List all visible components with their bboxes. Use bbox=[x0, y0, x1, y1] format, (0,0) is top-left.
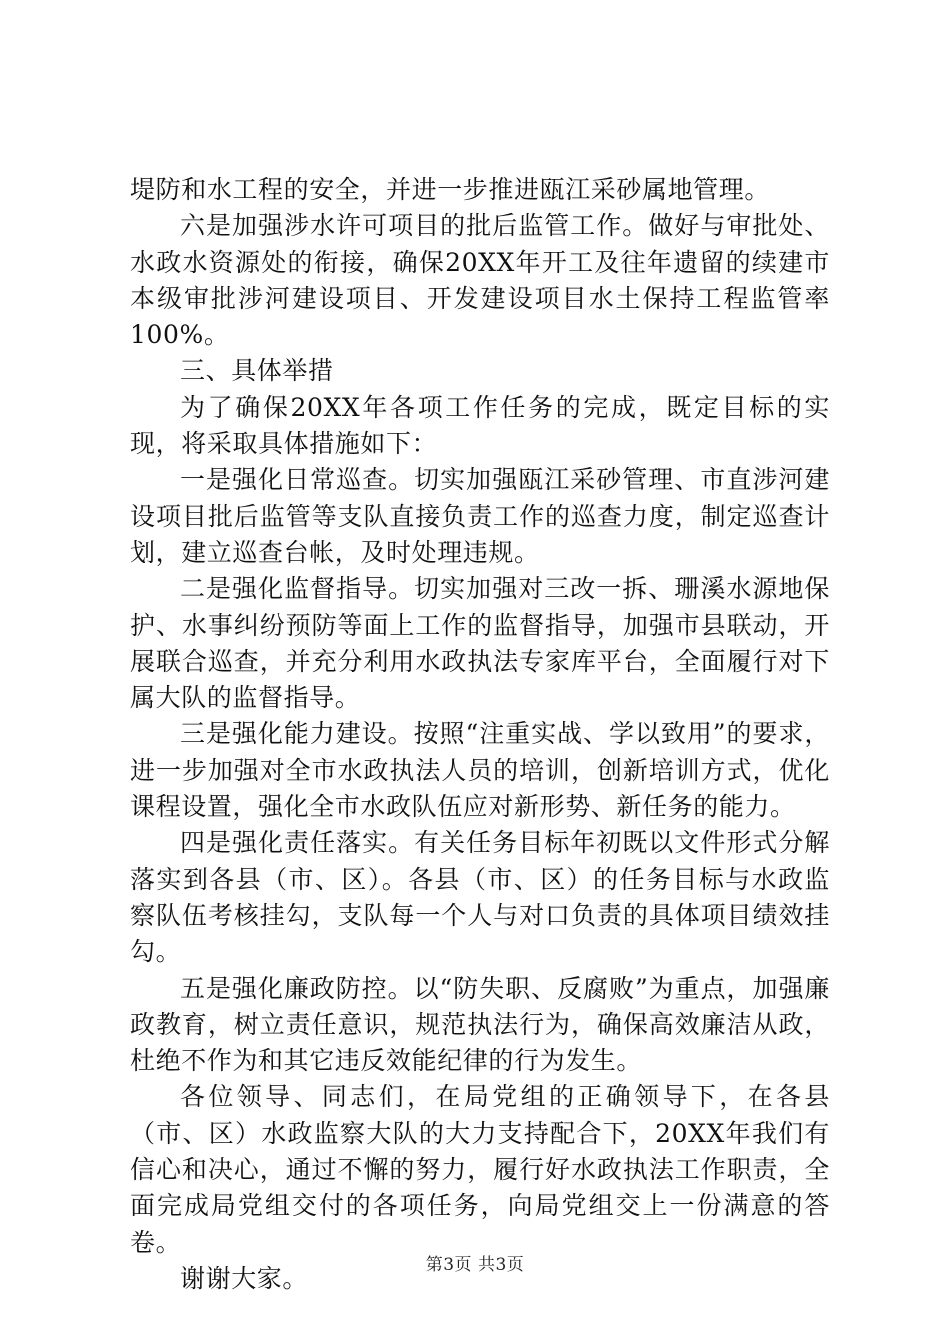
section-heading: 三、具体举措 bbox=[180, 356, 334, 386]
document-body bbox=[130, 172, 830, 1297]
body-paragraph: 各位领导、同志们，在局党组的正确领导下，在各县（市、区）水政监察大队的大力支持配合下，20XX年我们有信心和决心，通过不懈的努力，履行好水政执法工作职责，全面完成局党组交付的各项任务，向局党组交上一份满意的答卷。 bbox=[130, 1082, 830, 1257]
page-footer: 第3页 共3页 bbox=[425, 1255, 525, 1275]
body-paragraph: 二是强化监督指导。切实加强对三改一拆、珊溪水源地保护、水事纠纷预防等面上工作的监督指导，加强市县联动，开展联合巡查，并充分利用水政执法专家库平台，全面履行对下属大队的监督指导。 bbox=[130, 574, 830, 713]
body-paragraph: 一是强化日常巡查。切实加强瓯江采砂管理、市直涉河建设项目批后监管等支队直接负责工作的巡查力度，制定巡查计划，建立巡查台帐，及时处理违规。 bbox=[130, 465, 830, 567]
body-paragraph: 四是强化责任落实。有关任务目标年初既以文件形式分解落实到各县（市、区）。各县（市、区）的任务目标与水政监察队伍考核挂勾，支队每一个人与对口负责的具体项目绩效挂勾。 bbox=[130, 828, 830, 967]
body-paragraph: 五是强化廉政防控。以“防失职、反腐败”为重点，加强廉政教育，树立责任意识，规范执法行为，确保高效廉洁从政，杜绝不作为和其它违反效能纪律的行为发生。 bbox=[130, 973, 830, 1076]
body-paragraph: 为了确保20XX年各项工作任务的完成，既定目标的实现，将采取具体措施如下： bbox=[130, 392, 830, 459]
body-paragraph-continued: 堤防和水工程的安全，并进一步推进瓯江采砂属地管理。 bbox=[130, 175, 771, 204]
body-paragraph: 六是加强涉水许可项目的批后监管工作。做好与审批处、水政水资源处的衔接，确保20XX年开工及往年遗留的续建市本级审批涉河建设项目、开发建设项目水土保持工程监管率100%。 bbox=[130, 211, 830, 350]
closing-line: 谢谢大家。 bbox=[180, 1263, 309, 1293]
body-paragraph: 三是强化能力建设。按照“注重实战、学以致用”的要求，进一步加强对全市水政执法人员的培训，创新培训方式，优化课程设置，强化全市水政队伍应对新形势、新任务的能力。 bbox=[130, 719, 830, 822]
